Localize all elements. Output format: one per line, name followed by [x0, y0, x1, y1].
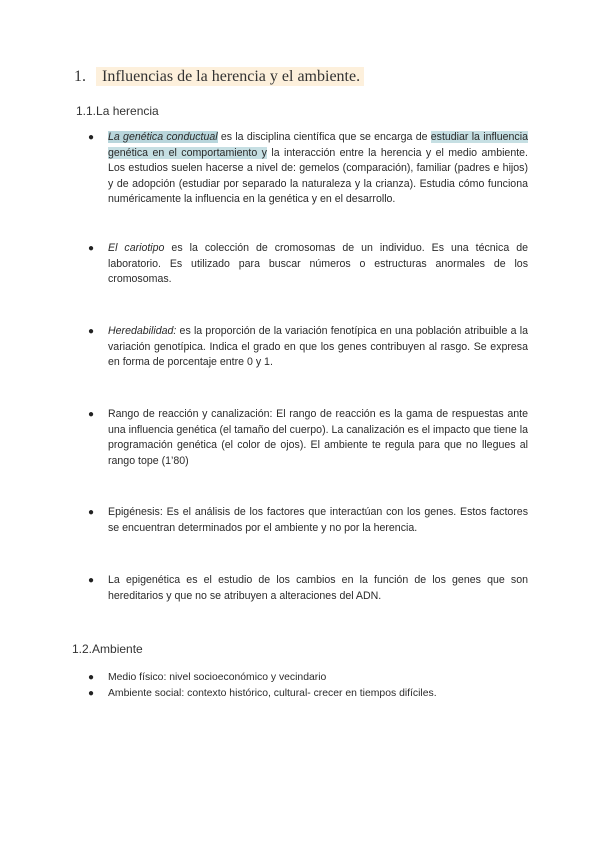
list-item-cariotipo — [108, 241, 528, 288]
highlighted-text: estudiar la influencia genética en el comportamiento y — [108, 131, 528, 159]
list-item-epigenetica: La epigenética es el estudio de los cambios en la función de los genes que son hereditarios y que no se atribuyen a alteraciones del ADN. — [108, 574, 528, 602]
list-item-medio-fisico: Medio físico: nivel socioeconómico y vecindario — [108, 672, 327, 683]
bullet-marker: ● — [88, 409, 95, 420]
term-genetica-conductual: La genética conductual — [108, 131, 218, 143]
term-cariotipo: El cariotipo — [108, 242, 165, 254]
section-heading-ambiente: 1.2.Ambiente — [72, 642, 143, 656]
list-item-genetica-conductual — [108, 130, 528, 208]
bullet-marker: ● — [88, 672, 95, 683]
main-heading — [74, 68, 364, 86]
term-heredabilidad: Heredabilidad: — [108, 325, 177, 337]
item-text: es la disciplina científica que se encarga de — [217, 131, 431, 143]
bullet-marker: ● — [88, 507, 95, 518]
item-text: es la colección de cromosomas de un individuo. Es una técnica de laboratorio. Es utilizado para buscar números o estructuras anormales de los cromosomas. — [108, 242, 528, 286]
bullet-marker: ● — [88, 243, 95, 254]
list-item-heredabilidad — [108, 324, 528, 371]
bullet-marker: ● — [88, 575, 95, 586]
bullet-marker: ● — [88, 326, 95, 337]
item-text: es la proporción de la variación fenotípica en una población atribuible a la variación genotípica. Indica el grado en que los genes contribuyen al rasgo. Se expresa en forma de porcentaje entre 0 y 1. — [108, 325, 528, 369]
list-item-epigenesis: Epigénesis: Es el análisis de los factores que interactúan con los genes. Estos factores se encuentran determinados por el ambiente y no por la herencia. — [108, 506, 528, 534]
heading-title: Influencias de la herencia y el ambiente. — [96, 67, 364, 86]
section-heading-herencia: 1.1.La herencia — [76, 104, 159, 118]
list-item-ambiente-social: Ambiente social: contexto histórico, cultural- crecer en tiempos difíciles. — [108, 688, 437, 699]
heading-number: 1. — [74, 68, 86, 85]
list-item-rango-reaccion: Rango de reacción y canalización: El rango de reacción es la gama de respuestas ante una influencia genética (el tamaño del cuerpo). La canalización es el impacto que tiene la programación genética (el color de ojos). El ambiente te regula para que no llegues al rango tope (1’80) — [108, 408, 528, 467]
bullet-marker: ● — [88, 132, 95, 143]
bullet-marker: ● — [88, 688, 95, 699]
item-text: la interacción entre la herencia y el medio ambiente. Los estudios suelen hacerse a nivel de: gemelos (comparación), familiar (padres e hijos) y de adopción (estudiar por separado la naturaleza y la crianza). Estudia cómo funciona numéricamente la influencia en la genética y en el desarrollo. — [108, 146, 528, 206]
